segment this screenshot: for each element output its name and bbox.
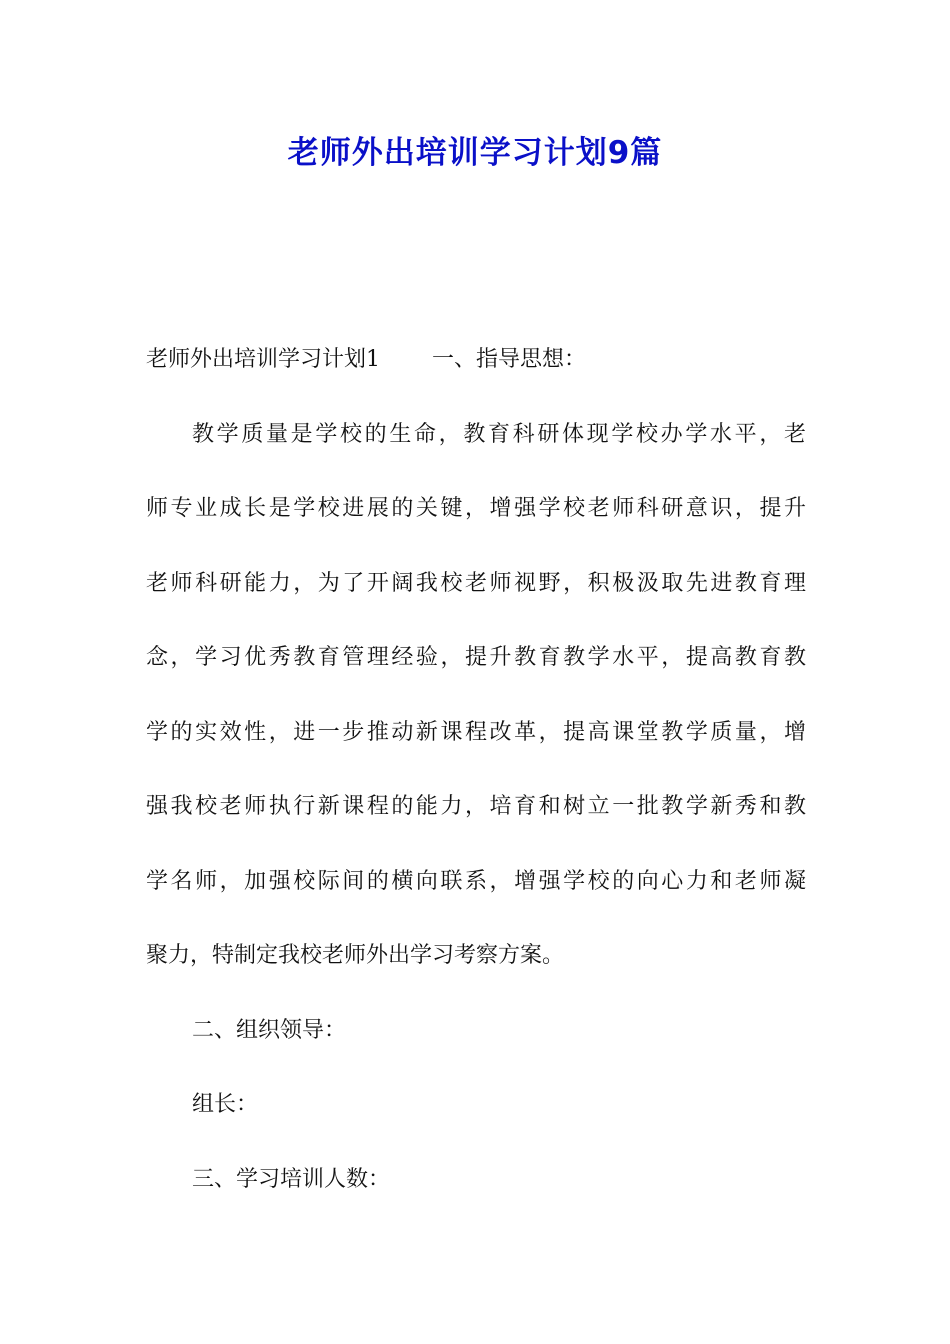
section-heading-line (146, 340, 806, 415)
paragraph-line: 师专业成长是学校进展的关键，增强学校老师科研意识，提升 (146, 496, 806, 521)
paragraph-line: 强我校老师执行新课程的能力，培育和树立一批教学新秀和教 (146, 794, 806, 819)
section-participants: 三、学习培训人数： (192, 1166, 391, 1192)
point-guiding-thought: 一、指导思想： (432, 347, 587, 372)
paragraph-line: 教学质量是学校的生命，教育科研体现学校办学水平，老 (192, 421, 806, 447)
paragraph-line: 老师科研能力，为了开阔我校老师视野，积极汲取先进教育理 (146, 570, 806, 596)
document-body (146, 340, 806, 1234)
paragraph-line: 学名师，加强校际间的横向联系，增强学校的向心力和老师凝 (146, 868, 806, 894)
document-title: 老师外出培训学习计划9篇 (287, 135, 663, 171)
paragraph-line: 学的实效性，进一步推动新课程改革，提高课堂教学质量，增 (146, 719, 806, 745)
section-heading: 老师外出培训学习计划1 (146, 347, 380, 372)
paragraph-line: 念，学习优秀教育管理经验，提升教育教学水平，提高教育教 (146, 645, 806, 670)
leader-line: 组长： (192, 1092, 259, 1117)
section-organization: 二、组织领导： (192, 1017, 347, 1043)
paragraph-line: 聚力，特制定我校老师外出学习考察方案。 (146, 943, 565, 968)
